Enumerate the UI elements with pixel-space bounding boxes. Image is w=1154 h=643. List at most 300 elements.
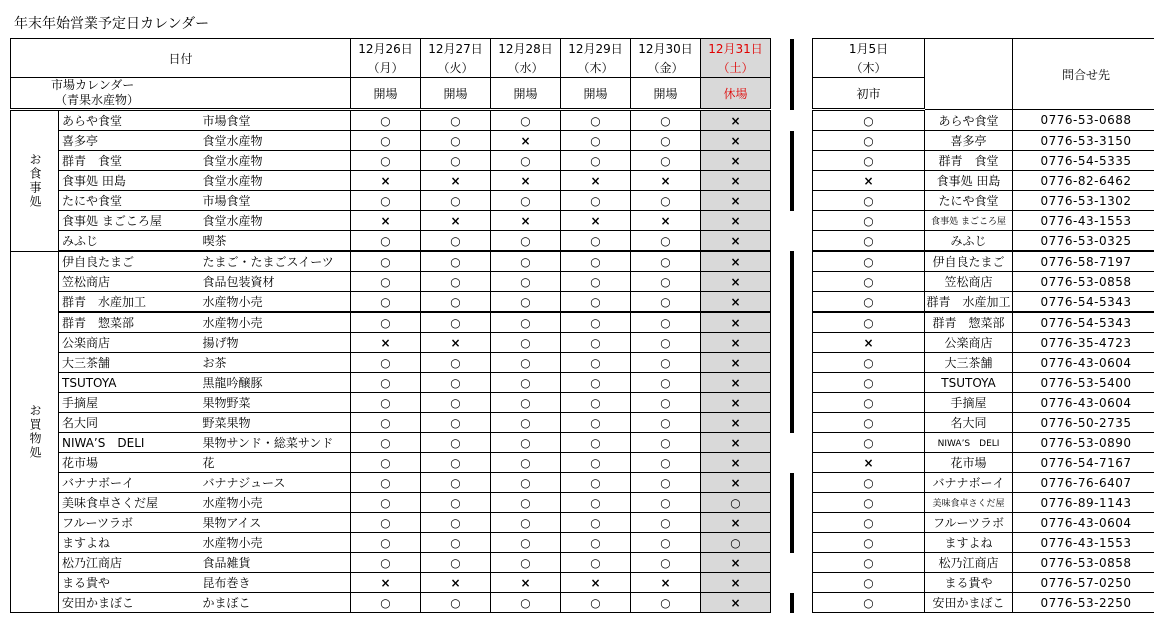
availability-mark: × bbox=[701, 131, 771, 151]
store-item: 食堂水産物 bbox=[200, 171, 351, 191]
date-break-marker bbox=[771, 191, 813, 211]
availability-mark: ○ bbox=[813, 473, 925, 493]
phone-number: 0776-53-3150 bbox=[1013, 131, 1154, 151]
day-status: 開場 bbox=[491, 78, 561, 110]
store-item: 食堂水産物 bbox=[200, 151, 351, 171]
availability-mark: ○ bbox=[631, 110, 701, 131]
availability-mark: × bbox=[813, 453, 925, 473]
availability-mark: × bbox=[421, 211, 491, 231]
availability-mark: × bbox=[351, 171, 421, 191]
availability-mark: × bbox=[701, 473, 771, 493]
availability-mark: ○ bbox=[561, 593, 631, 613]
date-break-marker bbox=[771, 171, 813, 191]
store-name: NIWA’S DELI bbox=[59, 433, 200, 453]
date-break-marker bbox=[771, 333, 813, 353]
phone-number: 0776-53-0688 bbox=[1013, 110, 1154, 131]
shop-name: 喜多亭 bbox=[925, 131, 1013, 151]
day-status: 初市 bbox=[813, 78, 925, 110]
availability-mark: × bbox=[491, 171, 561, 191]
availability-mark: ○ bbox=[561, 553, 631, 573]
table-row bbox=[11, 573, 1154, 593]
shop-name: 公楽商店 bbox=[925, 333, 1013, 353]
availability-mark: ○ bbox=[351, 131, 421, 151]
availability-mark: ○ bbox=[561, 453, 631, 473]
table-row bbox=[11, 393, 1154, 413]
availability-mark: × bbox=[701, 272, 771, 292]
availability-mark: ○ bbox=[631, 151, 701, 171]
availability-mark: ○ bbox=[561, 231, 631, 252]
availability-mark: ○ bbox=[561, 473, 631, 493]
availability-mark: ○ bbox=[491, 393, 561, 413]
availability-mark: × bbox=[561, 573, 631, 593]
day-date: 1月5日 bbox=[813, 39, 925, 59]
availability-mark: ○ bbox=[561, 131, 631, 151]
availability-mark: × bbox=[701, 231, 771, 252]
phone-number: 0776-54-5343 bbox=[1013, 312, 1154, 333]
availability-mark: ○ bbox=[351, 493, 421, 513]
availability-mark: × bbox=[701, 453, 771, 473]
availability-mark: ○ bbox=[561, 272, 631, 292]
availability-mark: × bbox=[701, 593, 771, 613]
availability-mark: ○ bbox=[491, 553, 561, 573]
availability-mark: ○ bbox=[631, 513, 701, 533]
store-name: TSUTOYA bbox=[59, 373, 200, 393]
table-row bbox=[11, 333, 1154, 353]
availability-mark: × bbox=[701, 333, 771, 353]
availability-mark: ○ bbox=[421, 433, 491, 453]
availability-mark: × bbox=[631, 171, 701, 191]
availability-mark: ○ bbox=[813, 292, 925, 313]
availability-mark: ○ bbox=[351, 191, 421, 211]
table-row bbox=[11, 312, 1154, 333]
availability-mark: ○ bbox=[631, 272, 701, 292]
shop-name: フルーツラボ bbox=[925, 513, 1013, 533]
day-date: 12月29日 bbox=[561, 39, 631, 59]
date-break-marker bbox=[771, 573, 813, 593]
date-break-marker bbox=[771, 513, 813, 533]
table-row bbox=[11, 593, 1154, 613]
availability-mark: ○ bbox=[561, 433, 631, 453]
availability-mark: × bbox=[701, 513, 771, 533]
availability-mark: ○ bbox=[351, 251, 421, 272]
store-name: 群青 食堂 bbox=[59, 151, 200, 171]
phone-number: 0776-53-0858 bbox=[1013, 553, 1154, 573]
availability-mark: × bbox=[491, 211, 561, 231]
date-break-marker bbox=[771, 272, 813, 292]
table-row bbox=[11, 453, 1154, 473]
availability-mark: ○ bbox=[813, 312, 925, 333]
availability-mark: ○ bbox=[491, 191, 561, 211]
availability-mark: ○ bbox=[491, 110, 561, 131]
availability-mark: ○ bbox=[491, 373, 561, 393]
store-item: 市場食堂 bbox=[200, 191, 351, 211]
availability-mark: ○ bbox=[421, 513, 491, 533]
shop-name: 群青 食堂 bbox=[925, 151, 1013, 171]
store-name: 大三茶舗 bbox=[59, 353, 200, 373]
availability-mark: × bbox=[701, 413, 771, 433]
shop-name: 美味食卓さくだ屋 bbox=[925, 493, 1013, 513]
group-label: お食事処 bbox=[11, 110, 59, 252]
availability-mark: ○ bbox=[421, 493, 491, 513]
availability-mark: × bbox=[421, 333, 491, 353]
date-break-marker bbox=[771, 131, 813, 151]
store-item: 昆布巻き bbox=[200, 573, 351, 593]
store-item: 食堂水産物 bbox=[200, 131, 351, 151]
day-weekday: （火） bbox=[421, 58, 491, 78]
table-row bbox=[11, 231, 1154, 252]
store-item: かまぼこ bbox=[200, 593, 351, 613]
shop-name: 安田かまぼこ bbox=[925, 593, 1013, 613]
availability-mark: ○ bbox=[813, 413, 925, 433]
availability-mark: ○ bbox=[813, 553, 925, 573]
table-row bbox=[11, 191, 1154, 211]
availability-mark: ○ bbox=[701, 493, 771, 513]
table-row bbox=[11, 433, 1154, 453]
date-break-marker bbox=[771, 413, 813, 433]
availability-mark: ○ bbox=[561, 393, 631, 413]
availability-mark: × bbox=[701, 553, 771, 573]
store-name: 食事処 田島 bbox=[59, 171, 200, 191]
phone-number: 0776-53-0325 bbox=[1013, 231, 1154, 252]
date-break-marker bbox=[771, 353, 813, 373]
shop-name: NIWA’S DELI bbox=[925, 433, 1013, 453]
availability-mark: × bbox=[351, 333, 421, 353]
availability-mark: ○ bbox=[813, 110, 925, 131]
phone-number: 0776-43-0604 bbox=[1013, 513, 1154, 533]
store-name: 松乃江商店 bbox=[59, 553, 200, 573]
contact-header: 問合せ先 bbox=[1013, 39, 1154, 110]
availability-mark: ○ bbox=[491, 473, 561, 493]
store-item: 水産物小売 bbox=[200, 533, 351, 553]
availability-mark: ○ bbox=[631, 393, 701, 413]
store-item: 揚げ物 bbox=[200, 333, 351, 353]
store-name: 喜多亭 bbox=[59, 131, 200, 151]
availability-mark: ○ bbox=[421, 593, 491, 613]
availability-mark: × bbox=[351, 573, 421, 593]
availability-mark: ○ bbox=[421, 292, 491, 313]
day-status: 開場 bbox=[351, 78, 421, 110]
availability-mark: × bbox=[701, 393, 771, 413]
date-break-marker bbox=[771, 553, 813, 573]
availability-mark: ○ bbox=[813, 533, 925, 553]
day-weekday: （金） bbox=[631, 58, 701, 78]
phone-number: 0776-43-0604 bbox=[1013, 393, 1154, 413]
market-calendar-label-line2: （青果水産物） bbox=[55, 93, 140, 107]
store-item: バナナジュース bbox=[200, 473, 351, 493]
availability-mark: ○ bbox=[351, 413, 421, 433]
availability-mark: × bbox=[701, 211, 771, 231]
availability-mark: × bbox=[561, 211, 631, 231]
store-item: 水産物小売 bbox=[200, 312, 351, 333]
phone-number: 0776-54-5335 bbox=[1013, 151, 1154, 171]
availability-mark: ○ bbox=[491, 433, 561, 453]
availability-mark: ○ bbox=[631, 131, 701, 151]
availability-mark: ○ bbox=[421, 231, 491, 252]
availability-mark: ○ bbox=[561, 373, 631, 393]
availability-mark: ○ bbox=[351, 110, 421, 131]
availability-mark: ○ bbox=[813, 191, 925, 211]
table-row bbox=[11, 473, 1154, 493]
availability-mark: ○ bbox=[351, 292, 421, 313]
phone-number: 0776-43-0604 bbox=[1013, 353, 1154, 373]
availability-mark: ○ bbox=[813, 131, 925, 151]
shop-name: まる貴や bbox=[925, 573, 1013, 593]
shop-name: TSUTOYA bbox=[925, 373, 1013, 393]
store-item: 食品包装資材 bbox=[200, 272, 351, 292]
availability-mark: ○ bbox=[631, 493, 701, 513]
phone-number: 0776-89-1143 bbox=[1013, 493, 1154, 513]
availability-mark: ○ bbox=[631, 353, 701, 373]
availability-mark: ○ bbox=[491, 251, 561, 272]
store-name: ますよね bbox=[59, 533, 200, 553]
availability-mark: ○ bbox=[421, 413, 491, 433]
availability-mark: ○ bbox=[491, 272, 561, 292]
day-status: 開場 bbox=[561, 78, 631, 110]
availability-mark: ○ bbox=[491, 593, 561, 613]
availability-mark: ○ bbox=[421, 353, 491, 373]
shop-name: 名大同 bbox=[925, 413, 1013, 433]
table-row bbox=[11, 493, 1154, 513]
store-item: 食堂水産物 bbox=[200, 211, 351, 231]
calendar-table bbox=[10, 38, 1154, 613]
shop-name: 花市場 bbox=[925, 453, 1013, 473]
availability-mark: ○ bbox=[351, 353, 421, 373]
store-name: バナナボーイ bbox=[59, 473, 200, 493]
shop-name: 松乃江商店 bbox=[925, 553, 1013, 573]
store-item: 黒龍吟醸豚 bbox=[200, 373, 351, 393]
availability-mark: ○ bbox=[351, 373, 421, 393]
day-weekday: （木） bbox=[561, 58, 631, 78]
availability-mark: × bbox=[421, 573, 491, 593]
shop-name: たにや食堂 bbox=[925, 191, 1013, 211]
page-title: 年末年始営業予定日カレンダー bbox=[14, 16, 210, 32]
store-item: お茶 bbox=[200, 353, 351, 373]
availability-mark: ○ bbox=[351, 312, 421, 333]
store-name: 食事処 まごころ屋 bbox=[59, 211, 200, 231]
day-weekday: （木） bbox=[813, 58, 925, 78]
availability-mark: ○ bbox=[351, 272, 421, 292]
store-name: 名大同 bbox=[59, 413, 200, 433]
availability-mark: ○ bbox=[631, 553, 701, 573]
table-row bbox=[11, 533, 1154, 553]
date-break-marker bbox=[771, 110, 813, 131]
availability-mark: ○ bbox=[421, 312, 491, 333]
date-break-marker bbox=[771, 292, 813, 313]
availability-mark: ○ bbox=[701, 533, 771, 553]
availability-mark: ○ bbox=[631, 312, 701, 333]
availability-mark: × bbox=[491, 573, 561, 593]
phone-number: 0776-58-7197 bbox=[1013, 251, 1154, 272]
store-name: 安田かまぼこ bbox=[59, 593, 200, 613]
availability-mark: × bbox=[631, 573, 701, 593]
availability-mark: × bbox=[421, 171, 491, 191]
availability-mark: × bbox=[701, 292, 771, 313]
availability-mark: ○ bbox=[351, 151, 421, 171]
store-item: 花 bbox=[200, 453, 351, 473]
availability-mark: × bbox=[701, 573, 771, 593]
availability-mark: ○ bbox=[631, 231, 701, 252]
date-break-marker bbox=[771, 453, 813, 473]
table-row bbox=[11, 251, 1154, 272]
date-break-marker bbox=[771, 593, 813, 613]
table-row bbox=[11, 131, 1154, 151]
shop-name: 大三茶舗 bbox=[925, 353, 1013, 373]
date-break-marker bbox=[771, 39, 813, 110]
availability-mark: ○ bbox=[421, 110, 491, 131]
day-date: 12月28日 bbox=[491, 39, 561, 59]
availability-mark: ○ bbox=[491, 353, 561, 373]
phone-number: 0776-50-2735 bbox=[1013, 413, 1154, 433]
phone-number: 0776-54-5343 bbox=[1013, 292, 1154, 313]
availability-mark: × bbox=[701, 251, 771, 272]
availability-mark: ○ bbox=[351, 533, 421, 553]
availability-mark: ○ bbox=[561, 333, 631, 353]
availability-mark: ○ bbox=[421, 131, 491, 151]
date-break-marker bbox=[771, 151, 813, 171]
store-name: あらや食堂 bbox=[59, 110, 200, 131]
table-row bbox=[11, 373, 1154, 393]
shop-name: 食事処 田島 bbox=[925, 171, 1013, 191]
store-name: 伊自良たまご bbox=[59, 251, 200, 272]
date-header: 日付 bbox=[11, 39, 351, 78]
availability-mark: ○ bbox=[561, 110, 631, 131]
availability-mark: × bbox=[701, 353, 771, 373]
phone-number: 0776-43-1553 bbox=[1013, 533, 1154, 553]
store-name: 群青 惣菜部 bbox=[59, 312, 200, 333]
availability-mark: × bbox=[701, 171, 771, 191]
date-break-marker bbox=[771, 393, 813, 413]
availability-mark: × bbox=[701, 312, 771, 333]
table-row bbox=[11, 151, 1154, 171]
date-break-marker bbox=[771, 211, 813, 231]
availability-mark: ○ bbox=[561, 353, 631, 373]
table-row bbox=[11, 353, 1154, 373]
date-break-marker bbox=[771, 473, 813, 493]
availability-mark: ○ bbox=[421, 151, 491, 171]
phone-number: 0776-53-1302 bbox=[1013, 191, 1154, 211]
day-status: 開場 bbox=[631, 78, 701, 110]
availability-mark: ○ bbox=[491, 413, 561, 433]
availability-mark: ○ bbox=[813, 353, 925, 373]
availability-mark: ○ bbox=[491, 453, 561, 473]
shop-name: 群青 惣菜部 bbox=[925, 312, 1013, 333]
availability-mark: ○ bbox=[491, 312, 561, 333]
availability-mark: ○ bbox=[813, 433, 925, 453]
availability-mark: ○ bbox=[813, 393, 925, 413]
availability-mark: ○ bbox=[631, 373, 701, 393]
day-date: 12月27日 bbox=[421, 39, 491, 59]
day-weekday: （月） bbox=[351, 58, 421, 78]
availability-mark: × bbox=[561, 171, 631, 191]
table-row bbox=[11, 553, 1154, 573]
availability-mark: ○ bbox=[491, 493, 561, 513]
availability-mark: ○ bbox=[561, 312, 631, 333]
availability-mark: ○ bbox=[421, 373, 491, 393]
availability-mark: ○ bbox=[421, 533, 491, 553]
store-name: 公楽商店 bbox=[59, 333, 200, 353]
availability-mark: ○ bbox=[813, 211, 925, 231]
store-item: 果物アイス bbox=[200, 513, 351, 533]
availability-mark: ○ bbox=[421, 473, 491, 493]
table-row bbox=[11, 413, 1154, 433]
availability-mark: × bbox=[701, 373, 771, 393]
date-break-marker bbox=[771, 433, 813, 453]
availability-mark: ○ bbox=[561, 292, 631, 313]
phone-number: 0776-76-6407 bbox=[1013, 473, 1154, 493]
day-weekday: （土） bbox=[701, 58, 771, 78]
availability-mark: ○ bbox=[561, 513, 631, 533]
phone-number: 0776-57-0250 bbox=[1013, 573, 1154, 593]
shop-name: 群青 水産加工 bbox=[925, 292, 1013, 313]
availability-mark: ○ bbox=[631, 413, 701, 433]
availability-mark: ○ bbox=[631, 593, 701, 613]
availability-mark: ○ bbox=[351, 453, 421, 473]
date-break-marker bbox=[771, 373, 813, 393]
table-row bbox=[11, 513, 1154, 533]
availability-mark: ○ bbox=[491, 533, 561, 553]
availability-mark: ○ bbox=[561, 533, 631, 553]
shop-name: あらや食堂 bbox=[925, 110, 1013, 131]
availability-mark: ○ bbox=[561, 413, 631, 433]
availability-mark: ○ bbox=[631, 251, 701, 272]
availability-mark: ○ bbox=[813, 513, 925, 533]
day-weekday: （水） bbox=[491, 58, 561, 78]
store-name: 群青 水産加工 bbox=[59, 292, 200, 313]
availability-mark: ○ bbox=[813, 493, 925, 513]
shop-name: 笠松商店 bbox=[925, 272, 1013, 292]
availability-mark: ○ bbox=[491, 231, 561, 252]
store-item: 食品雑貨 bbox=[200, 553, 351, 573]
availability-mark: ○ bbox=[631, 433, 701, 453]
availability-mark: ○ bbox=[631, 333, 701, 353]
day-status: 休場 bbox=[701, 78, 771, 110]
group-label: お買物処 bbox=[11, 251, 59, 613]
table-row bbox=[11, 171, 1154, 191]
day-status: 開場 bbox=[421, 78, 491, 110]
phone-number: 0776-35-4723 bbox=[1013, 333, 1154, 353]
availability-mark: ○ bbox=[421, 272, 491, 292]
availability-mark: ○ bbox=[421, 191, 491, 211]
store-name: 手摘屋 bbox=[59, 393, 200, 413]
availability-mark: × bbox=[701, 110, 771, 131]
table-row bbox=[11, 292, 1154, 313]
availability-mark: ○ bbox=[421, 251, 491, 272]
availability-mark: × bbox=[813, 171, 925, 191]
store-item: 喫茶 bbox=[200, 231, 351, 252]
availability-mark: ○ bbox=[561, 251, 631, 272]
phone-number: 0776-82-6462 bbox=[1013, 171, 1154, 191]
availability-mark: ○ bbox=[631, 473, 701, 493]
phone-number: 0776-53-5400 bbox=[1013, 373, 1154, 393]
phone-number: 0776-53-0890 bbox=[1013, 433, 1154, 453]
availability-mark: ○ bbox=[813, 593, 925, 613]
availability-mark: ○ bbox=[421, 453, 491, 473]
availability-mark: × bbox=[701, 191, 771, 211]
availability-mark: ○ bbox=[351, 513, 421, 533]
store-name: たにや食堂 bbox=[59, 191, 200, 211]
date-break-marker bbox=[771, 312, 813, 333]
availability-mark: ○ bbox=[561, 191, 631, 211]
availability-mark: ○ bbox=[631, 533, 701, 553]
availability-mark: ○ bbox=[351, 433, 421, 453]
availability-mark: × bbox=[351, 211, 421, 231]
store-name: 笠松商店 bbox=[59, 272, 200, 292]
store-name: 花市場 bbox=[59, 453, 200, 473]
availability-mark: ○ bbox=[491, 513, 561, 533]
day-date: 12月30日 bbox=[631, 39, 701, 59]
date-break-marker bbox=[771, 533, 813, 553]
availability-mark: ○ bbox=[351, 393, 421, 413]
